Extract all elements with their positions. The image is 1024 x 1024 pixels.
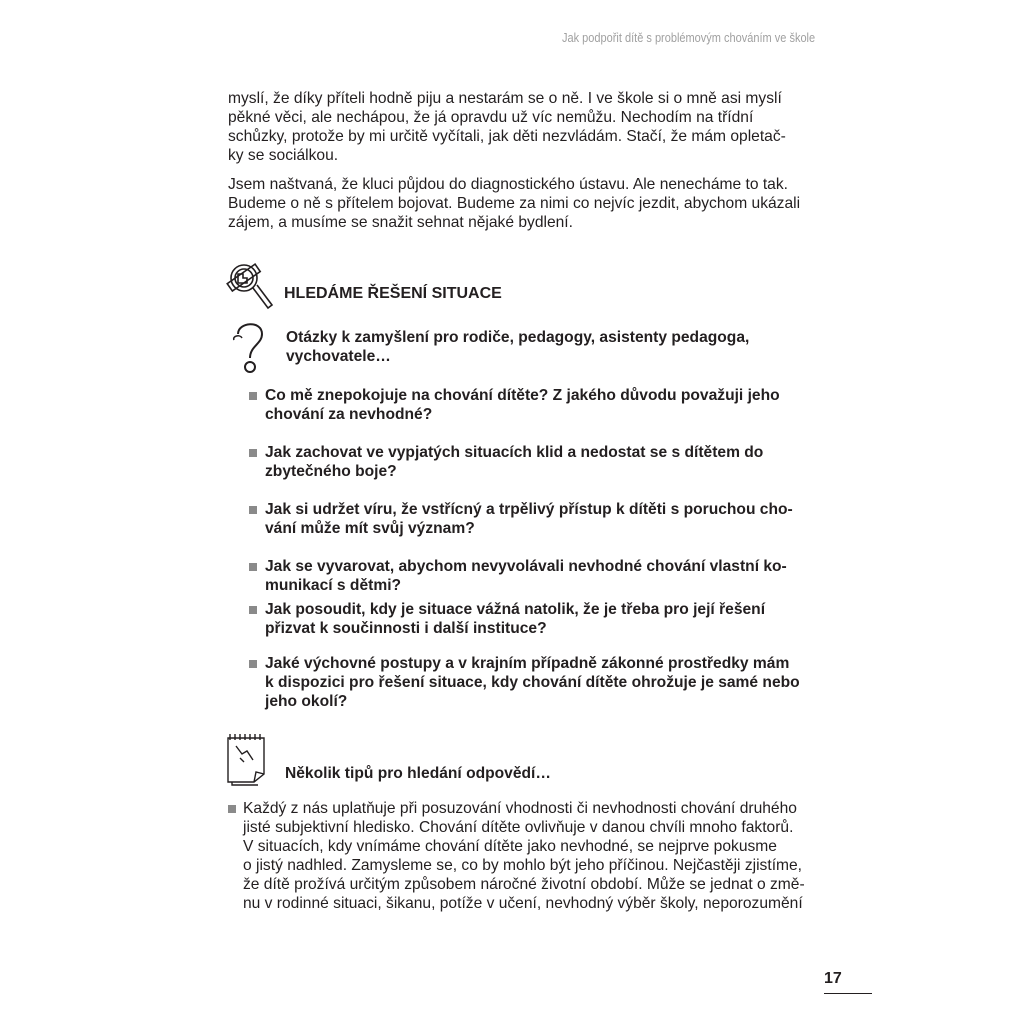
running-header: Jak podpořit dítě s problémovým chováním ve škole <box>562 31 816 45</box>
tip-line: V situacích, kdy vnímáme chování dítěte jako nevhodné, se nejprve pokusme <box>243 838 777 855</box>
body-text-line: ky se sociálkou. <box>228 147 339 164</box>
bullet-square <box>228 805 236 813</box>
tip-line: že dítě prožívá určitým způsobem náročné životní období. Může se jednat o změ- <box>243 876 805 893</box>
question-mark-icon <box>230 318 270 374</box>
body-text-line: Budeme o ně s přítelem bojovat. Budeme za nimi co nejvíc jezdit, abychom ukázali <box>228 195 801 212</box>
question-line: Jak si udržet víru, že vstřícný a trpělivý přístup k dítěti s poruchou cho- <box>265 501 793 518</box>
question-line: vání může mít svůj význam? <box>265 520 475 537</box>
question-line: Jak se vyvarovat, abychom nevyvolávali nevhodné chování vlastní ko- <box>265 558 787 575</box>
page-number: 17 <box>824 970 842 987</box>
bullet-square <box>249 660 257 668</box>
section-heading: HLEDÁME ŘEŠENÍ SITUACE <box>284 285 502 302</box>
question-line: Jaké výchovné postupy a v krajním případně zákonné prostředky mám <box>265 655 790 672</box>
question-line: munikací s dětmi? <box>265 577 402 594</box>
page-number-rule <box>824 993 872 994</box>
question-line: zbytečného boje? <box>265 463 397 480</box>
bullet-square <box>249 449 257 457</box>
tip-line: nu v rodinné situaci, šikanu, potíže v učení, nevhodný výběr školy, neporozumění <box>243 895 803 912</box>
tip-line: o jistý nadhled. Zamysleme se, co by mohlo být jeho příčinou. Nejčastěji zjistíme, <box>243 857 803 874</box>
notepad-icon <box>224 730 276 786</box>
body-text-line: pěkné věci, ale nechápou, že já opravdu už víc nemůžu. Nechodím na třídní <box>228 109 754 126</box>
body-text-line: Jsem naštvaná, že kluci půjdou do diagnostického ústavu. Ale nenecháme to tak. <box>228 176 788 193</box>
body-text-line: zájem, a musíme se snažit sehnat nějaké bydlení. <box>228 214 573 231</box>
tip-line: jisté subjektivní hledisko. Chování dítěte ovlivňuje v danou chvíli mnoho faktorů. <box>243 819 794 836</box>
question-line: přizvat k součinnosti i další instituce? <box>265 620 547 637</box>
body-text-line: schůzky, protože by mi určitě vyčítali, jak děti nezvládám. Stačí, že mám opletač- <box>228 128 786 145</box>
tip-line: Každý z nás uplatňuje při posuzování vhodnosti či nevhodnosti chování druhého <box>243 800 797 817</box>
bullet-square <box>249 563 257 571</box>
magnifier-puzzle-icon <box>224 258 276 312</box>
question-line: Jak zachovat ve vypjatých situacích klid a nedostat se s dítětem do <box>265 444 764 461</box>
questions-heading-line: vychovatele… <box>286 348 391 365</box>
body-text-line: myslí, že díky příteli hodně piju a nestarám se o ně. I ve škole si o mně asi myslí <box>228 90 782 107</box>
bullet-square <box>249 506 257 514</box>
question-line: Co mě znepokojuje na chování dítěte? Z jakého důvodu považuji jeho <box>265 387 780 404</box>
bullet-square <box>249 392 257 400</box>
questions-heading-line: Otázky k zamyšlení pro rodiče, pedagogy, asistenty pedagoga, <box>286 329 750 346</box>
question-line: chování za nevhodné? <box>265 406 433 423</box>
tips-heading: Několik tipů pro hledání odpovědí… <box>285 765 551 782</box>
question-line: Jak posoudit, kdy je situace vážná natolik, že je třeba pro její řešení <box>265 601 766 618</box>
bullet-square <box>249 606 257 614</box>
question-line: jeho okolí? <box>265 693 348 710</box>
question-line: k dispozici pro řešení situace, kdy chování dítěte ohrožuje je samé nebo <box>265 674 800 691</box>
